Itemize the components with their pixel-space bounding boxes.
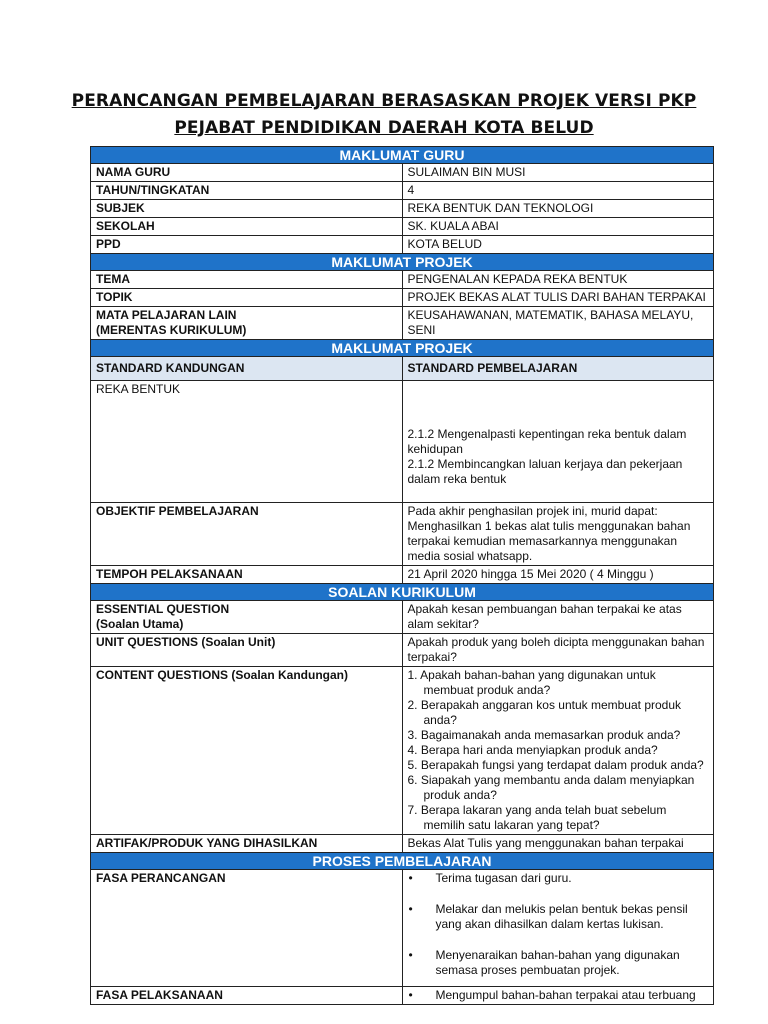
section-header-proses <box>91 853 714 870</box>
section-title: PROSES PEMBELAJARAN <box>91 853 714 870</box>
table-row <box>91 271 714 289</box>
pelaksanaan-list <box>408 988 709 1003</box>
table-row <box>91 200 714 218</box>
table-row <box>91 503 714 566</box>
list-spacer <box>408 886 709 902</box>
table-row <box>91 634 714 667</box>
value-objektif <box>402 503 714 566</box>
list-item: • Menyenaraikan bahan-bahan yang digunakan semasa proses pembuatan projek. <box>408 948 709 978</box>
list-item: 3. Bagaimanakah anda memasarkan produk anda? <box>407 728 681 742</box>
list-item: 1. Apakah bahan-bahan yang digunakan untuk membuat produk anda? <box>407 668 656 697</box>
list-spacer <box>408 932 709 948</box>
value-fasa-pelaksanaan <box>402 987 714 1005</box>
sp-line: 2.1.2 Mengenalpasti kepentingan reka bentuk dalam kehidupan <box>407 427 687 456</box>
objektif-line: Menghasilkan 1 bekas alat tulis menggunakan bahan terpakai kemudian memasarkannya menggunakan media sosial whatsapp. <box>407 519 691 563</box>
section-title: MAKLUMAT PROJEK <box>91 340 714 357</box>
table-row <box>91 870 714 987</box>
label-nama-guru: NAMA GURU <box>91 164 403 182</box>
list-item: • Mengumpul bahan-bahan terpakai atau terbuang <box>408 988 709 1003</box>
table-row <box>91 236 714 254</box>
value-ppd: KOTA BELUD <box>402 236 714 254</box>
value-essential-question: Apakah kesan pembuangan bahan terpakai ke atas alam sekitar? <box>402 601 714 634</box>
header-standard-kandungan: STANDARD KANDUNGAN <box>91 357 403 381</box>
label-artifak: ARTIFAK/PRODUK YANG DIHASILKAN <box>91 835 403 853</box>
label-line: (MERENTAS KURIKULUM) <box>96 323 247 337</box>
value-standard-pembelajaran <box>402 381 714 503</box>
table-row <box>91 182 714 200</box>
section-header-soalan <box>91 584 714 601</box>
value-tema: PENGENALAN KEPADA REKA BENTUK <box>402 271 714 289</box>
list-item: 4. Berapa hari anda menyiapkan produk anda? <box>407 743 658 757</box>
label-tempoh: TEMPOH PELAKSANAAN <box>91 566 403 584</box>
sp-line: 2.1.2 Membincangkan laluan kerjaya dan pekerjaan dalam reka bentuk <box>407 457 683 486</box>
label-ppd: PPD <box>91 236 403 254</box>
label-line: MATA PELAJARAN LAIN <box>96 308 237 322</box>
value-nama-guru: SULAIMAN BIN MUSI <box>402 164 714 182</box>
value-tempoh: 21 April 2020 hingga 15 Mei 2020 ( 4 Minggu ) <box>402 566 714 584</box>
list-item: • Melakar dan melukis pelan bentuk bekas pensil yang akan dihasilkan dalam kertas lukisan. <box>408 902 709 932</box>
value-content-questions <box>402 667 714 835</box>
value-reka-bentuk: REKA BENTUK <box>91 381 403 503</box>
value-mata-pelajaran: KEUSAHAWANAN, MATEMATIK, BAHASA MELAYU, SENI <box>402 307 714 340</box>
section-title: MAKLUMAT GURU <box>91 147 714 164</box>
table-row <box>91 667 714 835</box>
value-fasa-perancangan <box>402 870 714 987</box>
table-row <box>91 987 714 1005</box>
document-subtitle: PEJABAT PENDIDIKAN DAERAH KOTA BELUD <box>174 118 594 138</box>
section-header-guru <box>91 147 714 164</box>
table-row <box>91 601 714 634</box>
table-row <box>91 289 714 307</box>
value-topik: PROJEK BEKAS ALAT TULIS DARI BAHAN TERPAKAI <box>402 289 714 307</box>
plan-table <box>90 146 714 1005</box>
value-tahun: 4 <box>402 182 714 200</box>
content-question-list <box>408 668 709 833</box>
list-item: 6. Siapakah yang membantu anda dalam menyiapkan produk anda? <box>407 773 695 802</box>
list-item: 5. Berapakah fungsi yang terdapat dalam produk anda? <box>407 758 704 772</box>
table-row <box>91 835 714 853</box>
table-row <box>91 307 714 340</box>
table-row <box>91 381 714 503</box>
list-item: • Terima tugasan dari guru. <box>408 871 709 886</box>
table-row <box>91 164 714 182</box>
document-title: PERANCANGAN PEMBELAJARAN BERASASKAN PROJEK VERSI PKP <box>71 91 697 111</box>
header-standard-pembelajaran: STANDARD PEMBELAJARAN <box>402 357 714 381</box>
table-header-row <box>91 357 714 381</box>
label-tema: TEMA <box>91 271 403 289</box>
value-unit-questions: Apakah produk yang boleh dicipta menggunakan bahan terpakai? <box>402 634 714 667</box>
label-mata-pelajaran <box>91 307 403 340</box>
section-title: MAKLUMAT PROJEK <box>91 254 714 271</box>
section-header-projek <box>91 254 714 271</box>
list-item: 7. Berapa lakaran yang anda telah buat sebelum memilih satu lakaran yang tepat? <box>407 803 667 832</box>
list-item: 2. Berapakah anggaran kos untuk membuat produk anda? <box>407 698 682 727</box>
objektif-line: Pada akhir penghasilan projek ini, murid dapat: <box>407 504 658 518</box>
label-objektif: OBJEKTIF PEMBELAJARAN <box>91 503 403 566</box>
label-subjek: SUBJEK <box>91 200 403 218</box>
label-unit-questions: UNIT QUESTIONS (Soalan Unit) <box>91 634 403 667</box>
label-line: ESSENTIAL QUESTION <box>96 602 230 616</box>
section-header-projek-2 <box>91 340 714 357</box>
value-sekolah: SK. KUALA ABAI <box>402 218 714 236</box>
value-artifak: Bekas Alat Tulis yang menggunakan bahan terpakai <box>402 835 714 853</box>
label-sekolah: SEKOLAH <box>91 218 403 236</box>
label-topik: TOPIK <box>91 289 403 307</box>
label-essential-question <box>91 601 403 634</box>
label-fasa-pelaksanaan: FASA PELAKSANAAN <box>91 987 403 1005</box>
label-fasa-perancangan: FASA PERANCANGAN <box>91 870 403 987</box>
value-subjek: REKA BENTUK DAN TEKNOLOGI <box>402 200 714 218</box>
table-row <box>91 218 714 236</box>
perancangan-list <box>408 871 709 978</box>
label-line: (Soalan Utama) <box>96 617 184 631</box>
table-row <box>91 566 714 584</box>
section-title: SOALAN KURIKULUM <box>91 584 714 601</box>
label-content-questions: CONTENT QUESTIONS (Soalan Kandungan) <box>91 667 403 835</box>
label-tahun: TAHUN/TINGKATAN <box>91 182 403 200</box>
